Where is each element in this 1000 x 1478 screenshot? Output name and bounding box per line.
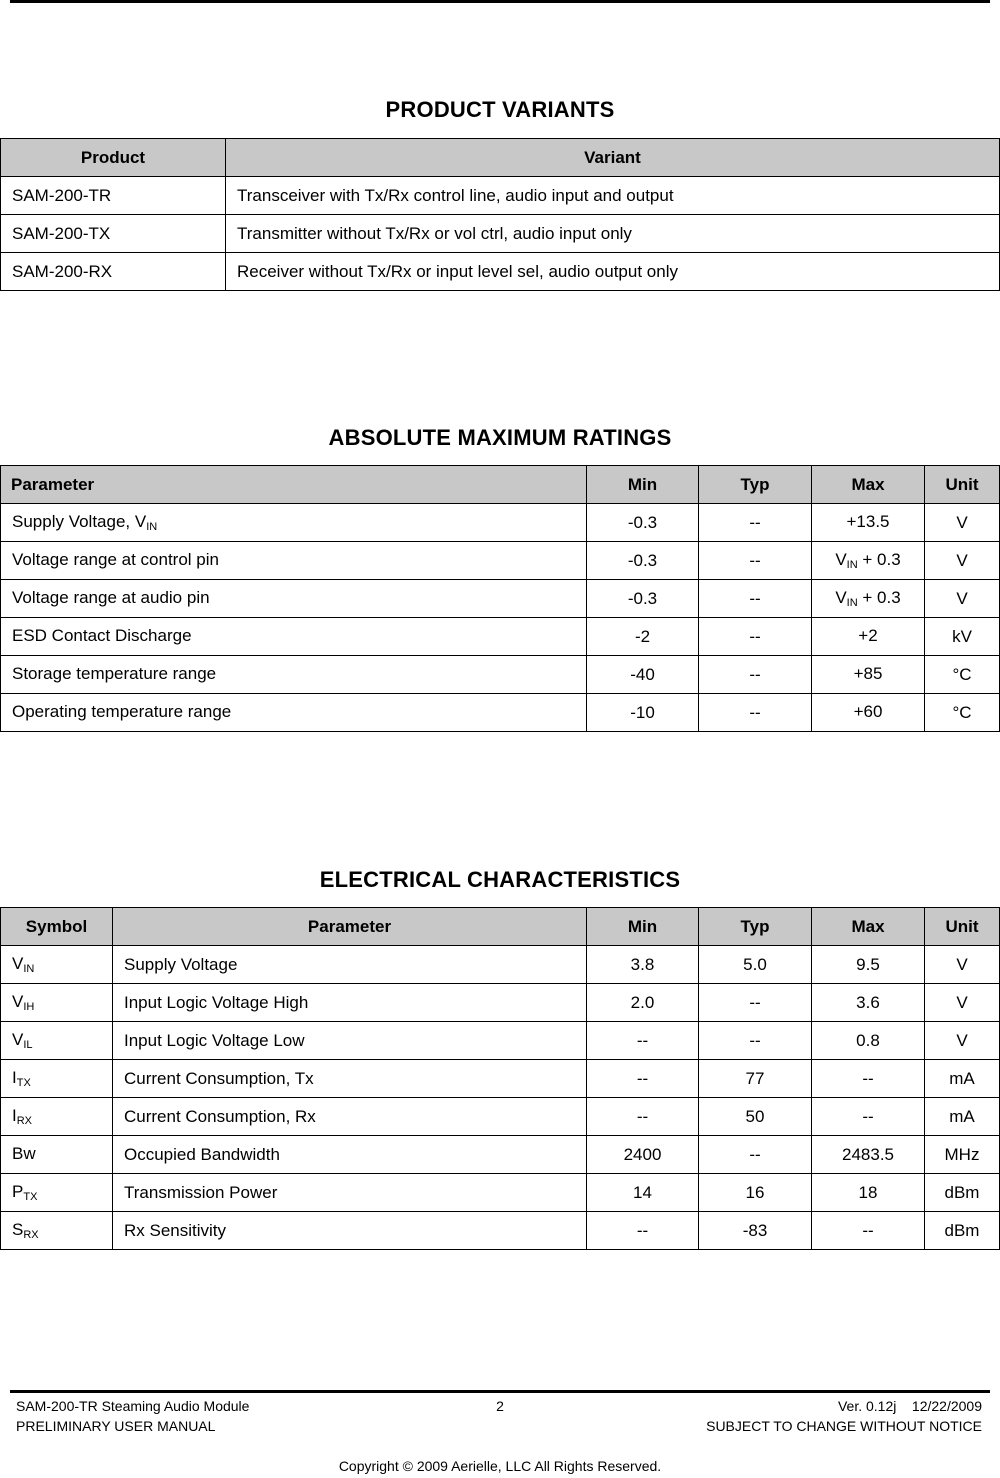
max-cell: +2 <box>812 618 925 656</box>
symbol-cell: $V_{IL}$ <box>1 1022 113 1060</box>
max-cell: -- <box>812 1060 925 1098</box>
unit-cell: V <box>925 946 1000 984</box>
table-row <box>1 1136 1000 1174</box>
typ-cell: -- <box>699 694 812 732</box>
max-cell: 0.8 <box>812 1022 925 1060</box>
table-row <box>1 177 1000 215</box>
max-cell: -- <box>812 1098 925 1136</box>
header-min: Min <box>587 908 699 946</box>
table-row <box>1 542 1000 580</box>
electrical-title: ELECTRICAL CHARACTERISTICS <box>319 867 681 892</box>
unit-cell: kV <box>925 618 1000 656</box>
unit-cell: V <box>925 1022 1000 1060</box>
variant-cell: Transmitter without Tx/Rx or vol ctrl, audio input only <box>226 215 1000 253</box>
min-cell: -0.3 <box>587 580 699 618</box>
footer-doc-name: SAM-200-TR Steaming Audio Module <box>16 1398 250 1414</box>
unit-cell: MHz <box>925 1136 1000 1174</box>
variants-title: PRODUCT VARIANTS <box>385 97 615 122</box>
table-row <box>1 1060 1000 1098</box>
header-max: Max <box>812 466 925 504</box>
table-row <box>1 694 1000 732</box>
min-cell: -- <box>587 1060 699 1098</box>
table-row <box>1 1174 1000 1212</box>
parameter-cell: Input Logic Voltage High <box>113 984 587 1022</box>
header-typ: Typ <box>699 466 812 504</box>
footer-notice: SUBJECT TO CHANGE WITHOUT NOTICE <box>706 1418 982 1434</box>
typ-cell: -- <box>699 580 812 618</box>
header-typ: Typ <box>699 908 812 946</box>
footer-copyright: Copyright © 2009 Aerielle, LLC All Rights Reserved. <box>338 1458 662 1474</box>
typ-cell: 5.0 <box>699 946 812 984</box>
typ-cell: -- <box>699 656 812 694</box>
unit-cell: V <box>925 504 1000 542</box>
footer-rule <box>10 1390 990 1393</box>
min-cell: -- <box>587 1098 699 1136</box>
top-rule <box>10 0 990 3</box>
footer-page-number: 2 <box>496 1398 504 1414</box>
max-cell: 18 <box>812 1174 925 1212</box>
header-parameter: Parameter <box>1 466 587 504</box>
header-product: Product <box>1 139 226 177</box>
header-max: Max <box>812 908 925 946</box>
product-cell: SAM-200-TR <box>1 177 226 215</box>
footer-version: Ver. 0.12j 12/22/2009 <box>837 1398 982 1414</box>
unit-cell: V <box>925 542 1000 580</box>
header-variant: Variant <box>226 139 1000 177</box>
parameter-cell: Storage temperature range <box>1 656 587 694</box>
variants-header-row <box>1 139 1000 177</box>
parameter-cell: Voltage range at audio pin <box>1 580 587 618</box>
header-unit: Unit <box>925 466 1000 504</box>
ratings-header-row <box>1 466 1000 504</box>
unit-cell: °C <box>925 656 1000 694</box>
table-row <box>1 1098 1000 1136</box>
max-cell: $V_{IN} + 0.3$ <box>812 580 925 618</box>
header-unit: Unit <box>925 908 1000 946</box>
parameter-cell: Input Logic Voltage Low <box>113 1022 587 1060</box>
min-cell: -2 <box>587 618 699 656</box>
product-cell: SAM-200-RX <box>1 253 226 291</box>
min-cell: 2.0 <box>587 984 699 1022</box>
parameter-cell: ESD Contact Discharge <box>1 618 587 656</box>
parameter-cell: Current Consumption, Tx <box>113 1060 587 1098</box>
parameter-cell: Operating temperature range <box>1 694 587 732</box>
product-cell: SAM-200-TX <box>1 215 226 253</box>
table-row <box>1 1022 1000 1060</box>
typ-cell: -- <box>699 542 812 580</box>
symbol-cell: $I_{TX}$ <box>1 1060 113 1098</box>
symbol-cell: $V_{IN}$ <box>1 946 113 984</box>
unit-cell: dBm <box>925 1212 1000 1250</box>
min-cell: -40 <box>587 656 699 694</box>
unit-cell: V <box>925 984 1000 1022</box>
symbol-cell: $S_{RX}$ <box>1 1212 113 1250</box>
unit-cell: dBm <box>925 1174 1000 1212</box>
table-row <box>1 1212 1000 1250</box>
typ-cell: 16 <box>699 1174 812 1212</box>
header-symbol: Symbol <box>1 908 113 946</box>
symbol-cell: $V_{IH}$ <box>1 984 113 1022</box>
symbol-cell: Bw <box>1 1136 113 1174</box>
typ-cell: -- <box>699 1136 812 1174</box>
typ-cell: -- <box>699 504 812 542</box>
min-cell: -- <box>587 1022 699 1060</box>
typ-cell: -- <box>699 618 812 656</box>
table-row <box>1 580 1000 618</box>
table-row <box>1 504 1000 542</box>
symbol-cell: $P_{TX}$ <box>1 1174 113 1212</box>
min-cell: 14 <box>587 1174 699 1212</box>
header-parameter: Parameter <box>113 908 587 946</box>
ratings-title: ABSOLUTE MAXIMUM RATINGS <box>328 425 672 450</box>
table-row <box>1 618 1000 656</box>
max-cell: -- <box>812 1212 925 1250</box>
symbol-cell: $I_{RX}$ <box>1 1098 113 1136</box>
header-min: Min <box>587 466 699 504</box>
unit-cell: °C <box>925 694 1000 732</box>
typ-cell: -- <box>699 1022 812 1060</box>
typ-cell: -- <box>699 984 812 1022</box>
table-row <box>1 215 1000 253</box>
table-row <box>1 984 1000 1022</box>
variant-cell: Receiver without Tx/Rx or input level sel, audio output only <box>226 253 1000 291</box>
table-row <box>1 946 1000 984</box>
variants-table <box>0 138 1000 291</box>
parameter-cell: Voltage range at control pin <box>1 542 587 580</box>
max-cell: +60 <box>812 694 925 732</box>
ratings-table <box>0 465 1000 732</box>
min-cell: -- <box>587 1212 699 1250</box>
max-cell: 9.5 <box>812 946 925 984</box>
table-row <box>1 656 1000 694</box>
max-cell: +13.5 <box>812 504 925 542</box>
max-cell: $V_{IN} + 0.3$ <box>812 542 925 580</box>
min-cell: 3.8 <box>587 946 699 984</box>
parameter-cell: Transmission Power <box>113 1174 587 1212</box>
typ-cell: -83 <box>699 1212 812 1250</box>
min-cell: 2400 <box>587 1136 699 1174</box>
min-cell: -0.3 <box>587 504 699 542</box>
parameter-cell: Supply Voltage <box>113 946 587 984</box>
unit-cell: mA <box>925 1060 1000 1098</box>
parameter-cell: Rx Sensitivity <box>113 1212 587 1250</box>
typ-cell: 50 <box>699 1098 812 1136</box>
max-cell: 3.6 <box>812 984 925 1022</box>
max-cell: 2483.5 <box>812 1136 925 1174</box>
table-row <box>1 253 1000 291</box>
min-cell: -0.3 <box>587 542 699 580</box>
parameter-cell: Occupied Bandwidth <box>113 1136 587 1174</box>
electrical-table <box>0 907 1000 1250</box>
parameter-cell: Current Consumption, Rx <box>113 1098 587 1136</box>
max-cell: +85 <box>812 656 925 694</box>
typ-cell: 77 <box>699 1060 812 1098</box>
footer-manual: PRELIMINARY USER MANUAL <box>16 1418 216 1434</box>
variant-cell: Transceiver with Tx/Rx control line, audio input and output <box>226 177 1000 215</box>
unit-cell: mA <box>925 1098 1000 1136</box>
min-cell: -10 <box>587 694 699 732</box>
electrical-header-row <box>1 908 1000 946</box>
unit-cell: V <box>925 580 1000 618</box>
parameter-cell: Supply Voltage, $V_{IN}$ <box>1 504 587 542</box>
